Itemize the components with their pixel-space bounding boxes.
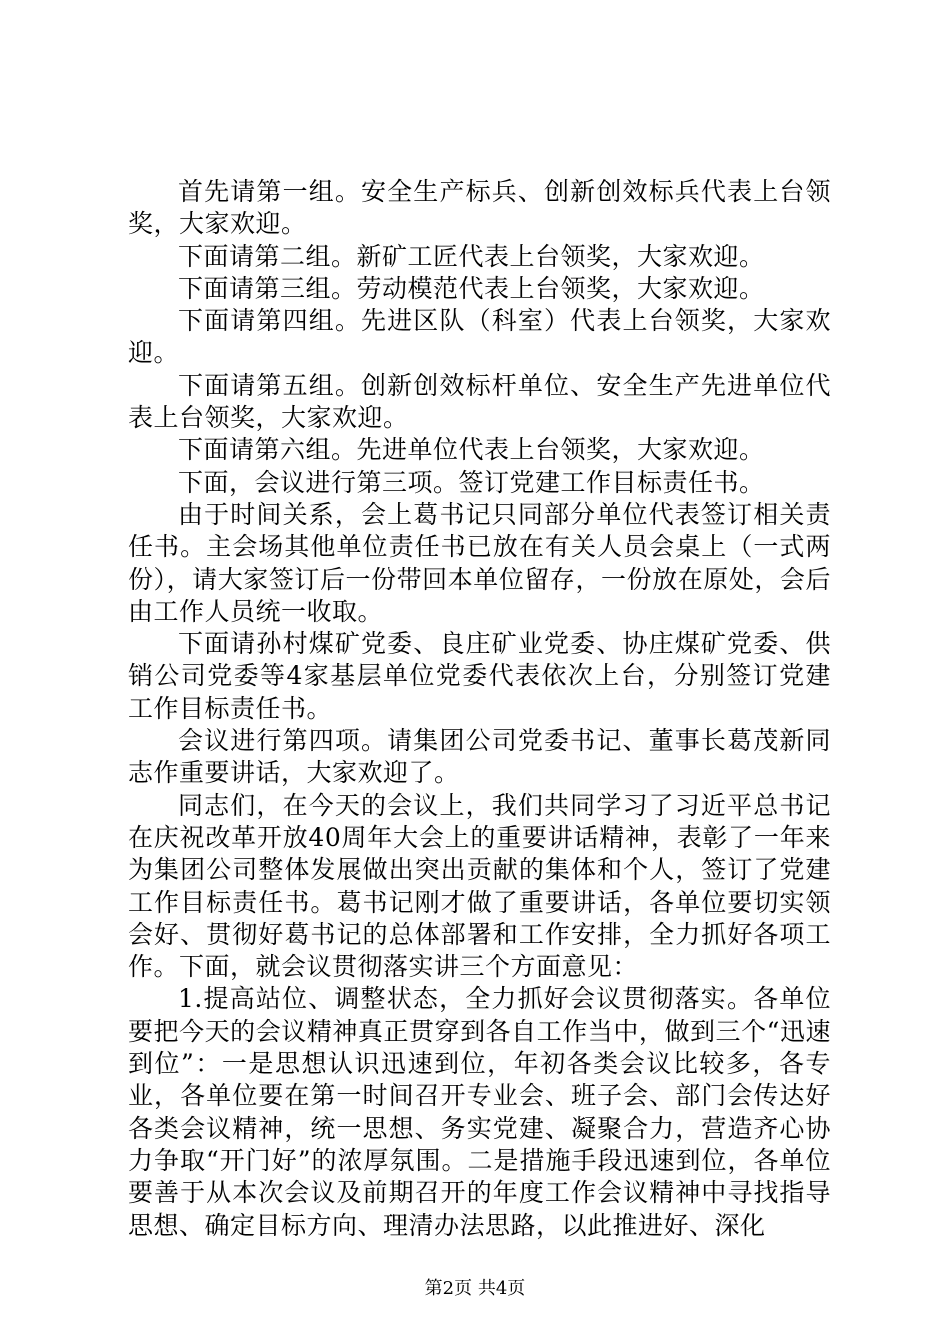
paragraph: 下面请第五组。创新创效标杆单位、安全生产先进单位代表上台领奖，大家欢迎。 — [128, 370, 831, 433]
paragraph: 下面请孙村煤矿党委、良庄矿业党委、协庄煤矿党委、供销公司党委等4家基层单位党委代表依次上台，分别签订党建工作目标责任书。 — [128, 629, 831, 723]
document-body — [128, 176, 831, 1242]
paragraph: 同志们，在今天的会议上，我们共同学习了习近平总书记在庆祝改革开放40周年大会上的重要讲话精神，表彰了一年来为集团公司整体发展做出突出贡献的集体和个人，签订了党建工作目标责任书。葛书记刚才做了重要讲话，各单位要切实领会好、贯彻好葛书记的总体部署和工作安排，全力抓好各项工作。下面，就会议贯彻落实讲三个方面意见： — [128, 790, 831, 982]
paragraph: 会议进行第四项。请集团公司党委书记、董事长葛茂新同志作重要讲话，大家欢迎了。 — [128, 726, 831, 788]
paragraph: 下面请第六组。先进单位代表上台领奖，大家欢迎。 — [178, 435, 765, 465]
paragraph: 由于时间关系，会上葛书记只同部分单位代表签订相关责任书。主会场其他单位责任书已放在有关人员会桌上（一式两份），请大家签订后一份带回本单位留存，一份放在原处，会后由工作人员统一收取。 — [128, 499, 831, 626]
paragraph: 首先请第一组。安全生产标兵、创新创效标兵代表上台领奖，大家欢迎。 — [128, 177, 831, 239]
paragraph: 下面，会议进行第三项。签订党建工作目标责任书。 — [178, 467, 765, 497]
paragraph: 1.提高站位、调整状态，全力抓好会议贯彻落实。各单位要把今天的会议精神真正贯穿到各自工作当中，做到三个“迅速到位”：一是思想认识迅速到位，年初各类会议比较多，各专业，各单位要在第一时间召开专业会、班子会、部门会传达好各类会议精神，统一思想、务实党建、凝聚合力，营造齐心协力争取“开门好”的浓厚氛围。二是措施手段迅速到位，各单位要善于从本次会议及前期召开的年度工作会议精神中寻找指导思想、确定目标方向、理清办法思路，以此推进好、深化 — [128, 984, 831, 1240]
page-number-footer: 第2页 共4页 — [424, 1278, 526, 1299]
paragraph: 下面请第二组。新矿工匠代表上台领奖，大家欢迎。 — [178, 241, 765, 271]
paragraph: 下面请第四组。先进区队（科室）代表上台领奖，大家欢迎。 — [128, 306, 831, 368]
paragraph: 下面请第三组。劳动模范代表上台领奖，大家欢迎。 — [178, 273, 765, 303]
